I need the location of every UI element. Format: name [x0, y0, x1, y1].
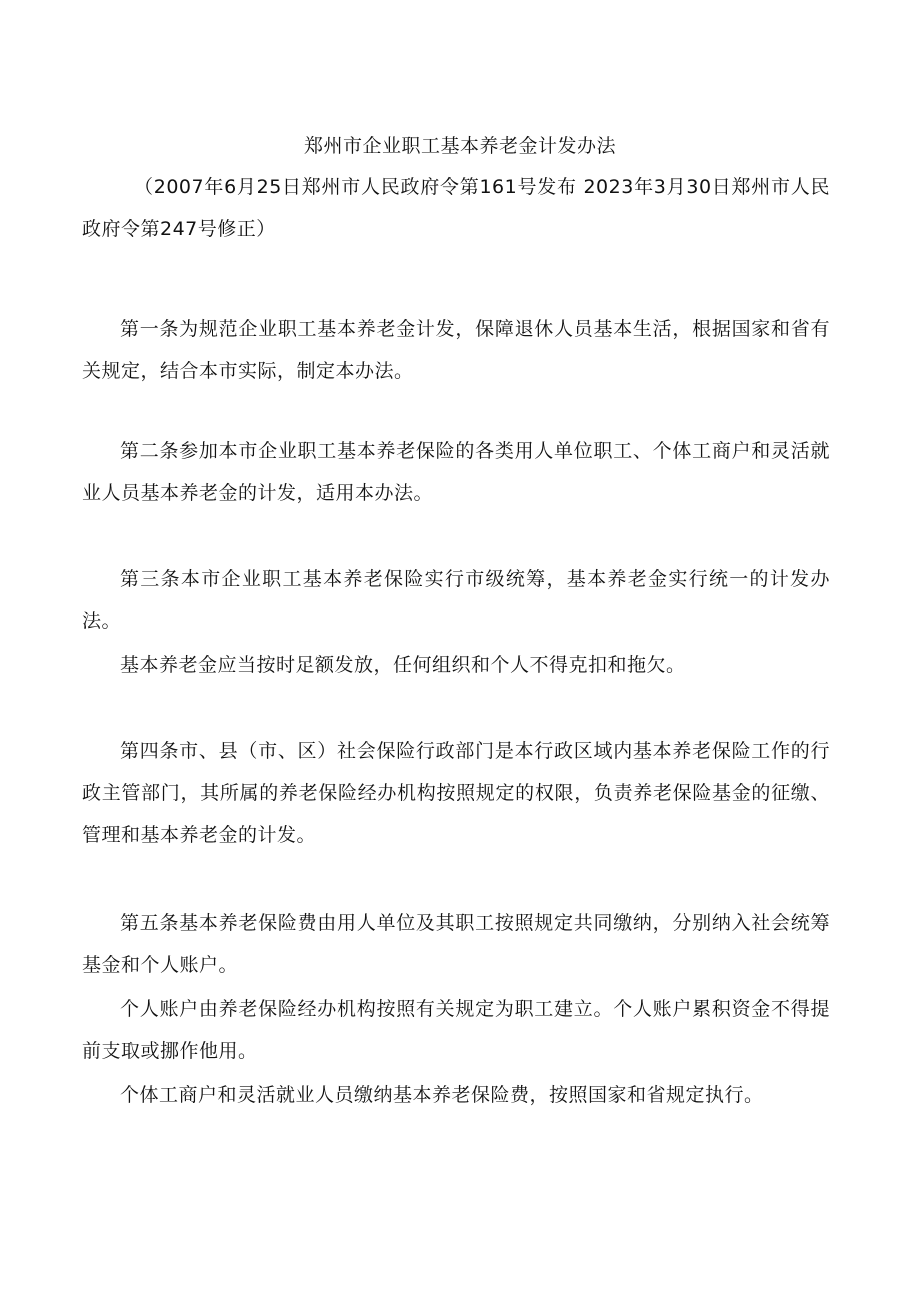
document-title: 郑州市企业职工基本养老金计发办法: [303, 135, 616, 157]
article-2: 第二条参加本市企业职工基本养老保险的各类用人单位职工、个体工商户和灵活就业人员基本养老金的计发，适用本办法。: [82, 440, 830, 504]
document-subtitle: （2007年6月25日郑州市人民政府令第161号发布 2023年3月30日郑州市人民政府令第247号修正）: [82, 176, 830, 240]
article-1: 第一条为规范企业职工基本养老金计发，保障退休人员基本生活，根据国家和省有关规定，结合本市实际，制定本办法。: [82, 318, 830, 382]
article-5: 第五条基本养老保险费由用人单位及其职工按照规定共同缴纳，分别纳入社会统筹基金和个人账户。: [82, 912, 830, 976]
article-5-paragraph-3: 个体工商户和灵活就业人员缴纳基本养老保险费，按照国家和省规定执行。: [120, 1084, 764, 1106]
article-3-paragraph-2: 基本养老金应当按时足额发放，任何组织和个人不得克扣和拖欠。: [120, 654, 686, 676]
article-5-paragraph-2: 个人账户由养老保险经办机构按照有关规定为职工建立。个人账户累积资金不得提前支取或挪作他用。: [82, 998, 830, 1062]
article-3: 第三条本市企业职工基本养老保险实行市级统筹，基本养老金实行统一的计发办法。: [82, 568, 830, 632]
article-4: 第四条市、县（市、区）社会保险行政部门是本行政区域内基本养老保险工作的行政主管部门，其所属的养老保险经办机构按照规定的权限，负责养老保险基金的征缴、管理和基本养老金的计发。: [82, 740, 830, 846]
